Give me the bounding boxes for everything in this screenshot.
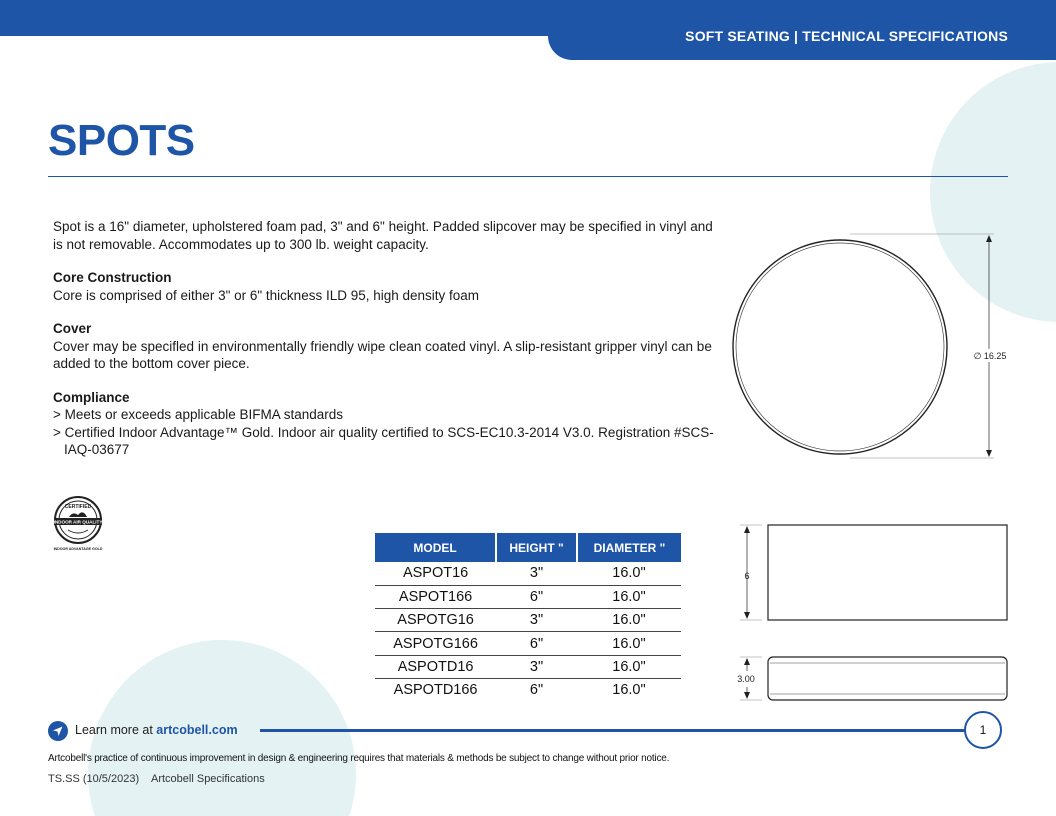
learn-more-prefix: Learn more at — [75, 723, 157, 737]
intro-text: Spot is a 16" diameter, upholstered foam pad, 3" and 6" height. Padded slipcover may be specified in vinyl and is not removable. Accommodates up to 300 lb. weight capacity. — [53, 219, 713, 252]
diameter-cell: 16.0" — [612, 682, 646, 699]
cover-text: Cover may be specifled in environmentally friendly wipe clean coated vinyl. A slip-resistant gripper vinyl can be added to the bottom cover piece. — [53, 338, 712, 371]
table-row — [375, 562, 681, 585]
title-divider — [48, 176, 1008, 177]
compliance-heading: Compliance — [53, 389, 130, 405]
diameter-cell: 16.0" — [577, 585, 681, 608]
diameter-dimension: ∅ 16.25 — [973, 351, 1007, 361]
model-cell: ASPOT16 — [375, 562, 496, 585]
cover-heading: Cover — [53, 321, 92, 336]
header-title: SOFT SEATING | TECHNICAL SPECIFICATIONS — [685, 28, 1008, 44]
disclaimer-text: Artcobell's practice of continuous improvement in design & engineering requires that materials & methods be subject to change without prior notice. — [48, 753, 670, 764]
height-cell: 3" — [496, 609, 577, 632]
model-cell: ASPOTD16 — [375, 655, 496, 678]
seal-top-text: CERTIFIED — [64, 504, 92, 510]
height-cell: 6" — [496, 585, 577, 608]
table-row — [375, 609, 681, 632]
table-row — [375, 585, 681, 608]
column-header-model: MODEL — [375, 533, 496, 562]
height-cell: 3" — [496, 655, 577, 678]
page-title: SPOTS — [48, 116, 195, 165]
table-header-row — [375, 533, 681, 562]
diameter-cell: 16.0" — [577, 562, 681, 585]
seal-bottom-text: INDOOR ADVANTAGE GOLD — [53, 547, 103, 551]
seal-band-text: INDOOR AIR QUALITY — [53, 519, 103, 525]
model-cell: ASPOTG16 — [375, 609, 496, 632]
page-number: 1 — [964, 711, 1002, 749]
indoor-advantage-gold-seal — [50, 496, 106, 554]
top-view-drawing — [733, 234, 1008, 458]
table-row — [375, 678, 681, 701]
core-text: Core is comprised of either 3" or 6" thickness ILD 95, high density foam — [53, 287, 480, 303]
height-cell: 6" — [529, 682, 544, 699]
cover-section — [53, 320, 723, 373]
side-view-short-drawing — [737, 657, 1007, 700]
height-cell: 3" — [496, 562, 577, 585]
document-code: TS.SS (10/5/2023) — [48, 773, 140, 785]
technical-drawing — [722, 222, 1022, 712]
compliance-item: > Meets or exceeds applicable BIFMA standards — [53, 407, 344, 422]
model-spec-table — [375, 533, 681, 702]
diameter-cell: 16.0" — [577, 632, 681, 655]
location-arrow-icon — [48, 721, 68, 741]
compliance-item: > Certified Indoor Advantage™ Gold. Indoor air quality certified to SCS-EC10.3-2014 V3.0. Registration #SCS-IAQ-03677 — [53, 424, 714, 457]
compliance-section — [53, 389, 723, 459]
footer-divider — [260, 729, 966, 732]
side-view-tall-drawing — [740, 525, 1007, 620]
core-construction-section — [53, 269, 723, 304]
document-name: Artcobell Specifications — [151, 773, 265, 785]
column-header-height: HEIGHT " — [496, 533, 577, 562]
short-height-dimension: 3.00 — [737, 674, 755, 684]
tall-height-dimension: 6 — [744, 571, 750, 581]
table-row — [375, 632, 681, 655]
learn-more-text — [75, 723, 238, 737]
table-row — [375, 655, 681, 678]
height-cell: 6" — [496, 632, 577, 655]
diameter-cell: 16.0" — [577, 609, 681, 632]
model-cell: ASPOTD166 — [393, 682, 478, 699]
model-cell: ASPOTG166 — [375, 632, 496, 655]
website-link[interactable]: artcobell.com — [156, 723, 238, 737]
core-heading: Core Construction — [53, 270, 172, 285]
product-description — [53, 218, 723, 459]
diameter-cell: 16.0" — [577, 655, 681, 678]
model-cell: ASPOT166 — [375, 585, 496, 608]
column-header-diameter: DIAMETER " — [577, 533, 681, 562]
